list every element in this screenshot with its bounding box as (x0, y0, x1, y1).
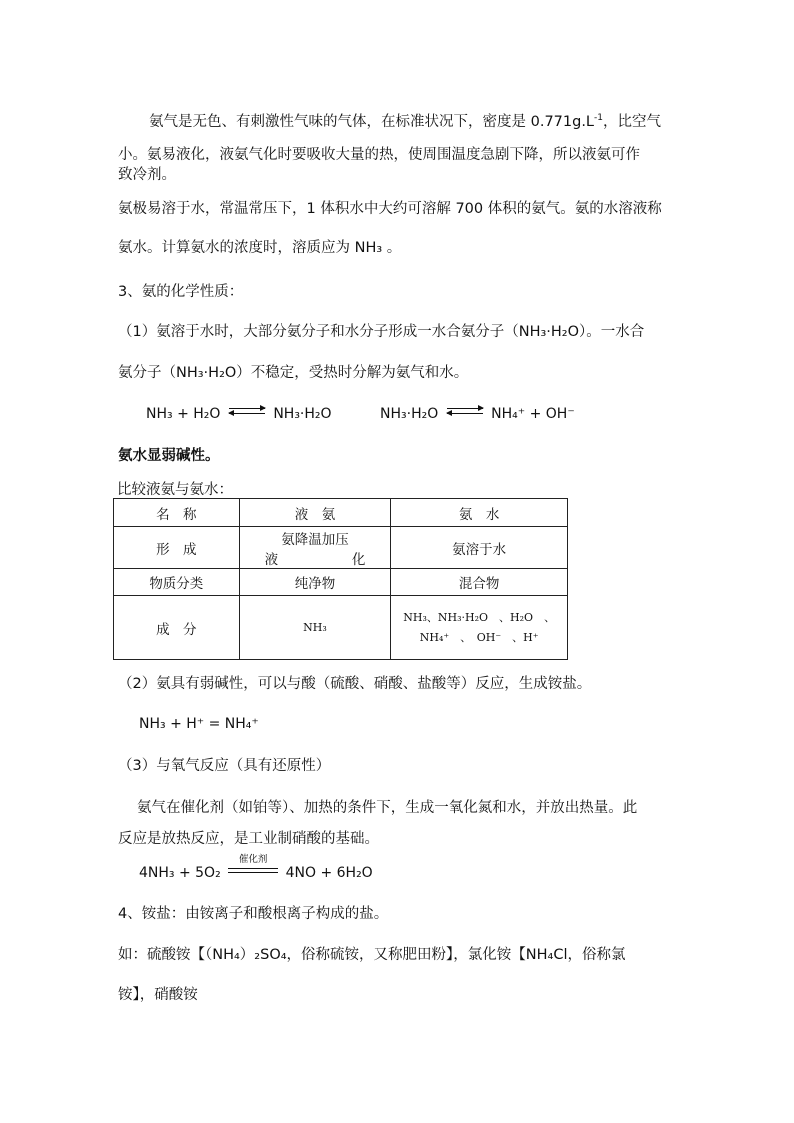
catalyst-arrow-icon (228, 854, 278, 878)
table-cell: 混合物 (391, 569, 568, 596)
paragraph-exothermic: 反应是放热反应，是工业制硝酸的基础。 (118, 831, 379, 847)
cell-line (240, 548, 391, 568)
table-row (114, 596, 568, 660)
equation-left: 4NH₃ + 5O₂ (139, 865, 221, 881)
paragraph-examples: 如：硫酸铵【（NH₄）₂SO₄，俗称硫铵，又称肥田粉】，氯化铵【NH₄Cl，俗称氯 (118, 947, 626, 963)
table-row (114, 527, 568, 569)
cell-text: 液 (264, 551, 279, 568)
table-title: 比较液氨与氨水： (117, 482, 233, 498)
paragraph-liquefy: 小。氨易液化，液氨气化时要吸收大量的热，使周围温度急剧下降，所以液氨可作 (118, 147, 640, 163)
text: 氨气是无色、有刺激性气味的气体，在标准状况下，密度是 0.771g.L (149, 114, 595, 130)
equation-oxidation (139, 854, 373, 883)
paragraph-examples-cont: 铵】，硝酸铵 (118, 987, 198, 1003)
table-cell (391, 596, 568, 660)
equation-left: NH₃ + H₂O (146, 406, 221, 422)
comparison-table (113, 498, 568, 660)
table-row (114, 569, 568, 596)
table-cell: 成 分 (114, 596, 240, 660)
equation-left: NH₃·H₂O (380, 406, 439, 422)
table-header: 液 氨 (239, 499, 391, 527)
paragraph-weak-base: （2）氨具有弱碱性，可以与酸（硫酸、硝酸、盐酸等）反应，生成铵盐。 (118, 676, 592, 692)
table-cell: 纯净物 (239, 569, 391, 596)
catalyst-label: 催化剂 (238, 854, 268, 865)
superscript: -1 (594, 113, 603, 123)
bold-statement: 氨水显弱碱性。 (118, 448, 220, 464)
table-cell: 形 成 (114, 527, 240, 569)
section-heading-chemical-properties: 3、氨的化学性质： (118, 284, 244, 300)
paragraph-hydrate: （1）氨溶于水时，大部分氨分子和水分子形成一水合氨分子（NH₃·H₂O）。一水合 (118, 324, 645, 340)
table-cell: 氨溶于水 (391, 527, 568, 569)
cell-line: NH₄⁺ 、 OH⁻ 、H⁺ (419, 630, 539, 644)
section-heading-ammonium-salts: 4、铵盐：由铵离子和酸根离子构成的盐。 (118, 906, 389, 922)
cell-line: NH₃、NH₃·H₂O 、H₂O 、 (403, 610, 556, 624)
equation-ionization (380, 404, 575, 424)
table-cell: NH₃ (239, 596, 391, 660)
equation-right: 4NO + 6H₂O (285, 865, 373, 881)
equation-ammonia-water (146, 404, 332, 424)
paragraph-solubility: 氨极易溶于水，常温常压下，1 体积水中大约可溶解 700 体积的氨气。氨的水溶液称 (118, 201, 662, 217)
reversible-arrow-icon (447, 405, 483, 417)
table-header: 氨 水 (391, 499, 568, 527)
table-header: 名 称 (114, 499, 240, 527)
table-cell (239, 527, 391, 569)
cell-text: 化 (351, 551, 366, 568)
equation-ammonium: NH₃ + H⁺ = NH₄⁺ (139, 716, 259, 732)
paragraph-oxygen-reaction: （3）与氧气反应（具有还原性） (118, 758, 331, 774)
reversible-arrow-icon (229, 405, 265, 417)
equation-right: NH₃·H₂O (273, 406, 332, 422)
table-cell: 物质分类 (114, 569, 240, 596)
paragraph-refrigerant: 致冷剂。 (118, 167, 176, 183)
paragraph-hydrate-decompose: 氨分子（NH₃·H₂O）不稳定，受热时分解为氨气和水。 (118, 365, 469, 381)
paragraph-concentration: 氨水。计算氨水的浓度时，溶质应为 NH₃ 。 (118, 240, 402, 256)
table-header-row (114, 499, 568, 527)
paragraph-density (149, 108, 661, 132)
cell-line: 氨降温加压 (281, 531, 349, 548)
paragraph-catalyst: 氨气在催化剂（如铂等）、加热的条件下，生成一氧化氮和水，并放出热量。此 (137, 800, 638, 816)
text: ，比空气 (603, 114, 661, 130)
equation-right: NH₄⁺ + OH⁻ (491, 406, 575, 422)
